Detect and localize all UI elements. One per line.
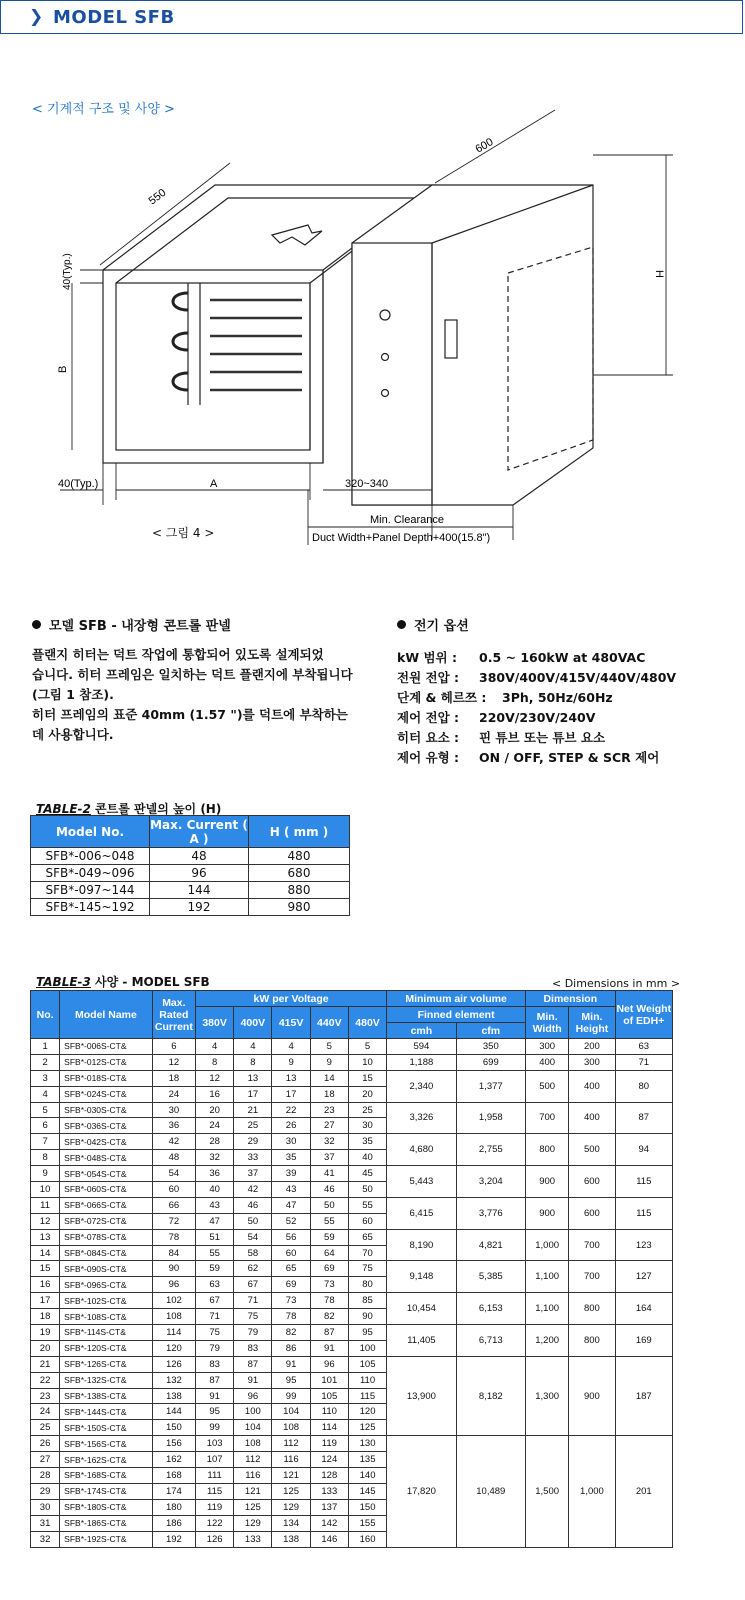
option-phase: 단계 & 헤르쯔 : 3Ph, 50Hz/60Hz [397,690,613,705]
model-section-heading: 모델 SFB - 내장형 콘트롤 판넬 [32,615,231,634]
table2-caption: TABLE-2 콘트롤 판넬의 높이 (H) [36,802,222,816]
diagram-caption: < 기계적 구조 및 사양 > [32,102,175,117]
table-row: 8 SFB*-048S-CT& 48 32 33 35 37 40 [31,1150,673,1166]
table-row: 1 SFB*-006S-CT& 6 4 4 4 5 5 594 350 300 200 63 [31,1039,673,1055]
table3-caption: TABLE-3 사양 - MODEL SFB [36,975,210,989]
dim-b: B [57,365,69,373]
dim-a: A [210,478,218,490]
table-row: 30 SFB*-180S-CT& 180 119 125 129 137 150 [31,1499,673,1515]
clearance-formula: Duct Width+Panel Depth+400(15.8") [312,532,491,544]
bullet-icon [397,620,406,629]
table-row: 9 SFB*-054S-CT& 54 36 37 39 41 45 5,443 3,204 900 600 115 [31,1166,673,1182]
dimensions-note: < Dimensions in mm > [552,977,681,990]
table-row: 25 SFB*-150S-CT& 150 99 104 108 114 125 [31,1420,673,1436]
option-control-type: 제어 유형 : ON / OFF, STEP & SCR 제어 [397,750,660,765]
t3-header-model: Model Name [60,991,153,1039]
model-description: 플랜지 히터는 덕트 작업에 통합되어 있도록 설계되었 습니다. 히터 프레임은 일치하는 덕트 플랜지에 부착됩니다 (그림 1 참조). 히터 프레임의 표준 40mm (1.57 ")를 덕트에 부착하는 데 사용합니다. [32,647,353,742]
spec-table: No. Model Name Max. Rated Current kW per Voltage Minimum air volume Dimension Net Weight of EDH+ 380V 400V 415V 440V 480V Finned element Min. Width Min. Height cmh cfm 1 SFB*-006S-CT& 6 4 4 4 5 5 594 350 300 200 63 2 SFB*-012S-CT& 12 8 8 9 9 10 1,188 699 400 300 71 3 SFB*-018S-CT& 18 12 13 13 14 15 2,340 1,377 500 400 80 4 SFB*-024S-CT& 24 16 17 17 18 20 5 SFB*-030S-CT& 30 20 21 22 23 25 3,326 1,958 700 400 87 6 SFB*-036S-CT& 36 24 25 26 27 30 7 SFB*-042S-CT& 42 28 29 30 32 35 4,680 2,755 800 500 94 8 SFB*-048S-CT& 48 32 33 35 37 40 9 SFB*-054S-CT& 54 36 37 39 41 45 5,443 3,204 900 600 115 10 SFB*-060S-CT& 60 40 42 43 46 50 11 SFB*-066S-CT& 66 43 46 47 50 55 6,415 3,776 900 600 115 12 SFB*-072S-CT& 72 47 50 52 55 60 13 SFB*-078S-CT& 78 51 54 56 59 65 8,190 4,821 1,000 700 123 14 SFB*-084S-CT& 84 55 58 60 64 70 15 SFB*-090S-CT& 90 59 62 65 69 75 9,148 5,385 1,100 700 127 16 SFB*-096S-CT& 96 63 67 69 73 80 17 SFB*-102S-CT& 102 67 71 73 78 85 10,454 6,153 1,100 800 164 18 SFB*-108S-CT& 108 71 75 78 82 90 19 SFB*-114S-CT& 114 75 79 82 87 95 11,405 6,713 1,200 800 169 20 SFB*-120S-CT& 120 79 83 86 91 100 21 SFB*-126S-CT& 126 83 87 91 96 105 13,900 8,182 1,300 900 187 22 SFB*-132S-CT& 132 87 91 95 101 110 23 SFB*-138S-CT& 138 91 96 99 105 115 24 SFB*-144S-CT& 144 95 100 104 110 120 25 SFB*-150S-CT& 150 99 104 108 114 125 26 SFB*-156S-CT& 156 103 108 112 119 130 17,820 10,489 1,500 1,000 201 27 SFB*-162S-CT& 162 107 112 116 124 135 28 SFB*-168S-CT& 168 111 116 121 128 140 29 SFB*-174S-CT& 174 115 121 125 133 145 30 SFB*-180S-CT& 180 119 125 129 137 150 31 SFB*-186S-CT& 186 122 129 134 142 155 32 SFB*-192S-CT& 192 126 133 138 146 160 [30,990,673,1548]
table-row: 14 SFB*-084S-CT& 84 55 58 60 64 70 [31,1245,673,1261]
table-row: 24 SFB*-144S-CT& 144 95 100 104 110 120 [31,1404,673,1420]
option-element: 히터 요소 : 핀 튜브 또는 튜브 요소 [397,730,606,745]
table-row: 19 SFB*-114S-CT& 114 75 79 82 87 95 11,405 6,713 1,200 800 169 [31,1325,673,1341]
page-title: MODEL SFB [53,7,175,28]
table-row: SFB*-097~144 144 880 [31,882,350,899]
heater-diagram [40,95,680,565]
table-row: 28 SFB*-168S-CT& 168 111 116 121 128 140 [31,1468,673,1484]
table-row: 31 SFB*-186S-CT& 186 122 129 134 142 155 [31,1515,673,1531]
table-row: 29 SFB*-174S-CT& 174 115 121 125 133 145 [31,1483,673,1499]
table-row: 18 SFB*-108S-CT& 108 71 75 78 82 90 [31,1309,673,1325]
table-row: 5 SFB*-030S-CT& 30 20 21 22 23 25 3,326 1,958 700 400 87 [31,1102,673,1118]
table-row: 11 SFB*-066S-CT& 66 43 46 47 50 55 6,415 3,776 900 600 115 [31,1197,673,1213]
dim-h: H [653,270,665,278]
t3-header-max: Max. Rated Current [152,991,195,1039]
t3-header-net: Net Weight of EDH+ [615,991,672,1039]
t3-header-kw: kW per Voltage [196,991,387,1007]
option-voltage: 전원 전압 : 380V/400V/415V/440V/480V [397,670,677,685]
table-row: 10 SFB*-060S-CT& 60 40 42 43 46 50 [31,1182,673,1198]
dim-typ-top: 40(Typ.) [62,253,73,290]
option-control-voltage: 제어 전압 : 220V/230V/240V [397,710,596,725]
table-row: 20 SFB*-120S-CT& 120 79 83 86 91 100 [31,1340,673,1356]
t3-header-no: No. [31,991,60,1039]
table-row: 2 SFB*-012S-CT& 12 8 8 9 9 10 1,188 699 400 300 71 [31,1054,673,1070]
table-row: 3 SFB*-018S-CT& 18 12 13 13 14 15 2,340 1,377 500 400 80 [31,1070,673,1086]
min-clearance-label: Min. Clearance [370,514,444,526]
t2-header-model: Model No. [31,816,150,848]
table-row: 32 SFB*-192S-CT& 192 126 133 138 146 160 [31,1531,673,1547]
table-row: 15 SFB*-090S-CT& 90 59 62 65 69 75 9,148 5,385 1,100 700 127 [31,1261,673,1277]
t2-header-h: H ( mm ) [249,816,350,848]
chevron-right-icon: ❯ [29,7,44,27]
table-row: 6 SFB*-036S-CT& 36 24 25 26 27 30 [31,1118,673,1134]
panel-height-table [30,815,350,916]
table-row: 22 SFB*-132S-CT& 132 87 91 95 101 110 [31,1372,673,1388]
table-row: 7 SFB*-042S-CT& 42 28 29 30 32 35 4,680 2,755 800 500 94 [31,1134,673,1150]
table-row: SFB*-145~192 192 980 [31,899,350,916]
t3-header-air: Minimum air volume [387,991,526,1007]
table-row: 21 SFB*-126S-CT& 126 83 87 91 96 105 13,900 8,182 1,300 900 187 [31,1356,673,1372]
table-row: 12 SFB*-072S-CT& 72 47 50 52 55 60 [31,1213,673,1229]
option-kw: kW 범위 : 0.5 ~ 160kW at 480VAC [397,650,646,665]
dim-range: 320~340 [345,478,389,490]
table-row: 26 SFB*-156S-CT& 156 103 108 112 119 130 17,820 10,489 1,500 1,000 201 [31,1436,673,1452]
table-row: 27 SFB*-162S-CT& 162 107 112 116 124 135 [31,1452,673,1468]
table-row: 13 SFB*-078S-CT& 78 51 54 56 59 65 8,190 4,821 1,000 700 123 [31,1229,673,1245]
page-header [0,0,743,34]
options-section-heading: 전기 옵션 [397,615,469,634]
table-row: 17 SFB*-102S-CT& 102 67 71 73 78 85 10,454 6,153 1,100 800 164 [31,1293,673,1309]
dim-550: 550 [146,186,169,208]
t3-header-dimension: Dimension [526,991,616,1007]
dim-600: 600 [473,136,496,156]
table-row: SFB*-049~096 96 680 [31,865,350,882]
table-row: 4 SFB*-024S-CT& 24 16 17 17 18 20 [31,1086,673,1102]
table-row: SFB*-006~048 48 480 [31,848,350,865]
table-row: 23 SFB*-138S-CT& 138 91 96 99 105 115 [31,1388,673,1404]
bullet-icon [32,620,41,629]
figure-caption: < 그림 4 > [152,526,215,540]
t2-header-current: Max. Current ( A ) [150,817,248,846]
dim-typ-bottom: 40(Typ.) [58,478,99,490]
table-row: 16 SFB*-096S-CT& 96 63 67 69 73 80 [31,1277,673,1293]
